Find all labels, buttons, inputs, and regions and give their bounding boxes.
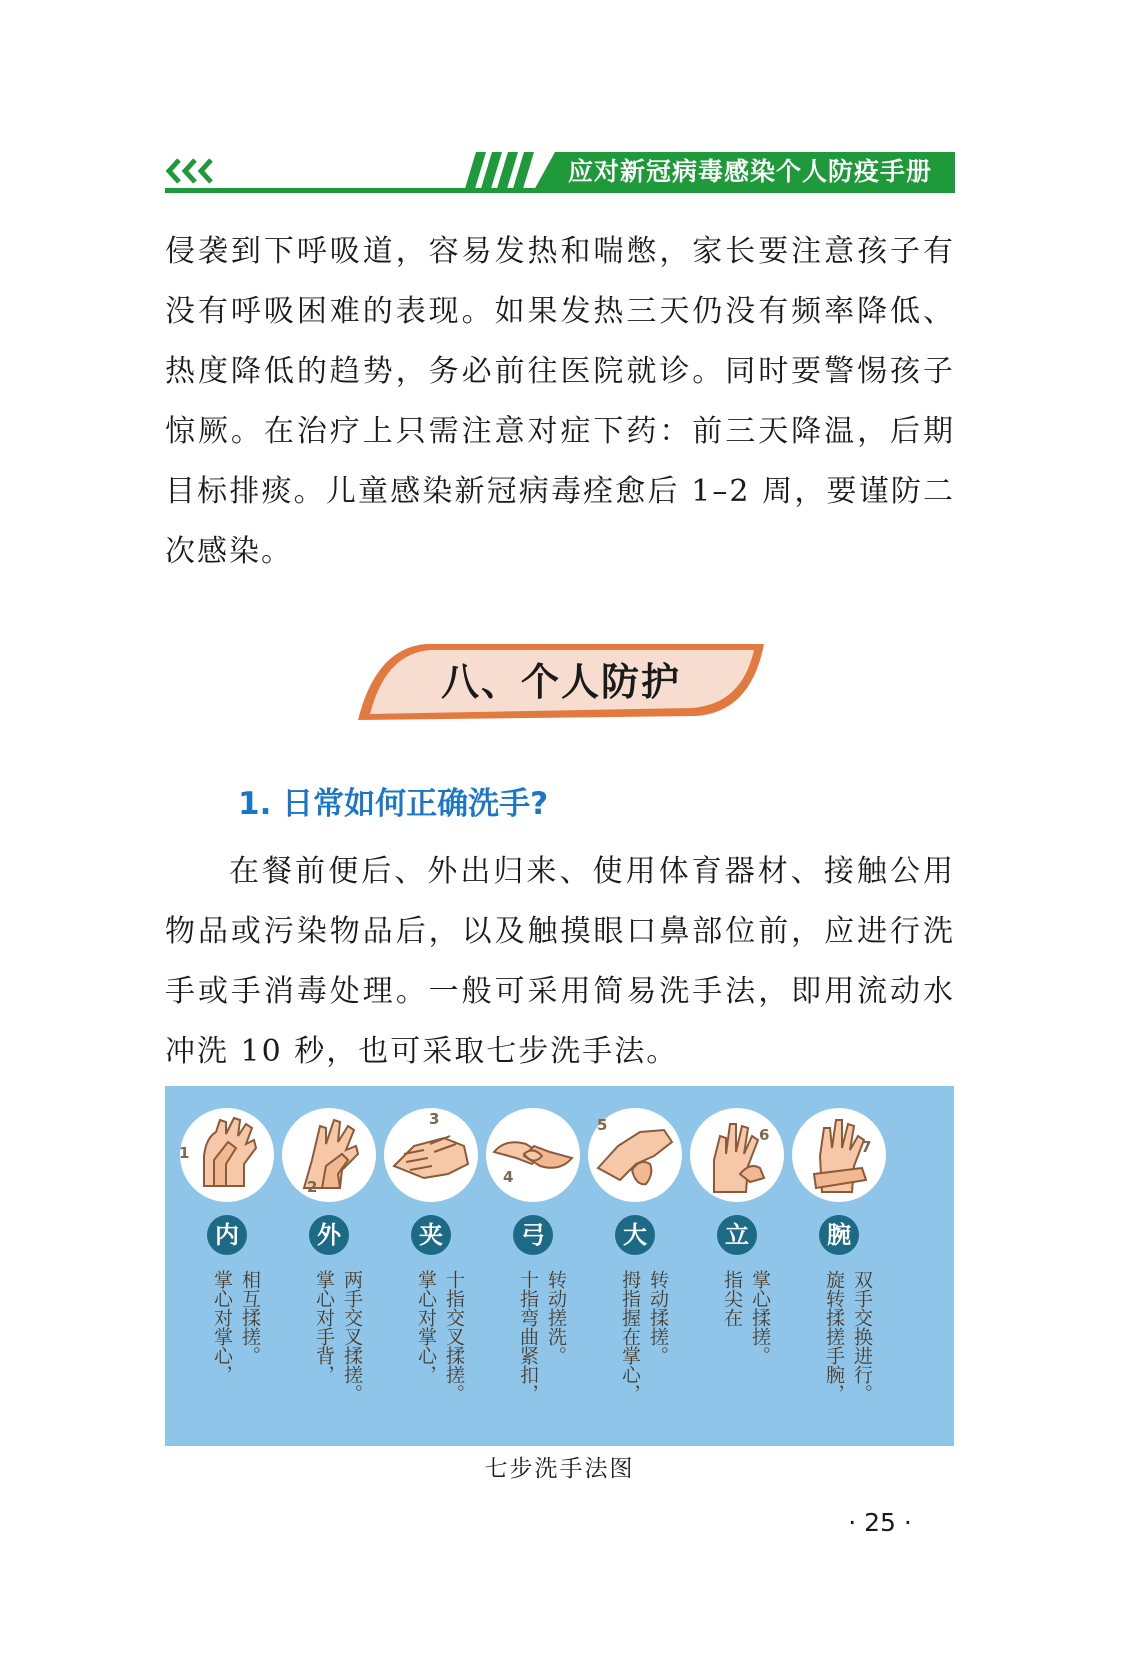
step-instruction-line1: 转动揉搓。 — [647, 1270, 669, 1365]
step-instruction-line2: 十指弯曲紧扣， — [517, 1270, 539, 1403]
step-7 — [787, 1086, 891, 1446]
page-number: · 25 · — [848, 1508, 912, 1537]
step-instruction-line1: 掌心揉搓。 — [749, 1270, 771, 1365]
step-number: 6 — [759, 1126, 770, 1144]
step-instruction-line1: 双手交换进行。 — [851, 1270, 873, 1403]
step-number: 3 — [429, 1110, 440, 1128]
step-number: 7 — [861, 1138, 872, 1156]
body-paragraph-handwashing: 在餐前便后、外出归来、使用体育器材、接触公用物品或污染物品后，以及触摸眼口鼻部位前，应进行洗手或手消毒处理。一般可采用简易洗手法，即用流动水冲洗 10 秒，也可采取七步洗手法。 — [165, 854, 955, 1069]
step-keyword-badge: 外 — [309, 1215, 349, 1255]
hands-illustration-icon — [690, 1108, 784, 1202]
step-2 — [277, 1086, 381, 1446]
step-4 — [481, 1086, 585, 1446]
step-instruction-line1: 两手交叉揉搓。 — [341, 1270, 363, 1403]
body-paragraph: 侵袭到下呼吸道，容易发热和喘憋，家长要注意孩子有没有呼吸困难的表现。如果发热三天仍没有频率降低、热度降低的趋势，务必前往医院就诊。同时要警惕孩子惊厥。在治疗上只需注意对症下药：前三天降温，后期目标排痰。儿童感染新冠病毒痊愈后 1–2 周，要谨防二次感染。 — [165, 234, 955, 569]
hands-illustration-icon — [180, 1108, 274, 1202]
step-instruction-line2: 掌心对掌心， — [415, 1270, 437, 1384]
step-instruction-line2: 掌心对掌心， — [211, 1270, 233, 1384]
header-title: 应对新冠病毒感染个人防疫手册 — [567, 157, 932, 186]
hands-illustration-icon — [486, 1108, 580, 1202]
hands-illustration-icon — [282, 1108, 376, 1202]
step-instruction-line2: 指尖在 — [721, 1270, 743, 1327]
step-keyword-badge: 立 — [717, 1215, 757, 1255]
figure-caption: 七步洗手法图 — [484, 1456, 635, 1482]
step-number: 1 — [179, 1144, 190, 1162]
step-5 — [583, 1086, 687, 1446]
step-number: 2 — [307, 1178, 318, 1196]
seven-step-handwashing-figure — [165, 1086, 954, 1446]
hands-illustration-icon — [792, 1108, 886, 1202]
step-number: 4 — [503, 1168, 514, 1186]
step-number: 5 — [597, 1116, 608, 1134]
step-instruction-line1: 十指交叉揉搓。 — [443, 1270, 465, 1403]
step-1 — [175, 1086, 279, 1446]
step-keyword-badge: 弓 — [513, 1215, 553, 1255]
running-header — [165, 152, 955, 196]
step-6 — [685, 1086, 789, 1446]
step-instruction-line2: 拇指握在掌心， — [619, 1270, 641, 1403]
step-instruction-line1: 相互揉搓。 — [239, 1270, 261, 1365]
step-instruction-line2: 旋转揉搓手腕， — [823, 1270, 845, 1403]
step-keyword-badge: 内 — [207, 1215, 247, 1255]
section-title: 八、个人防护 — [440, 659, 681, 704]
subheading: 1. 日常如何正确洗手? — [238, 786, 549, 822]
step-instruction-line2: 掌心对手背， — [313, 1270, 335, 1384]
step-keyword-badge: 夹 — [411, 1215, 451, 1255]
step-instruction-line1: 转动搓洗。 — [545, 1270, 567, 1365]
chevrons-left-icon — [165, 156, 225, 186]
step-keyword-badge: 大 — [615, 1215, 655, 1255]
step-keyword-badge: 腕 — [819, 1215, 859, 1255]
step-3 — [379, 1086, 483, 1446]
